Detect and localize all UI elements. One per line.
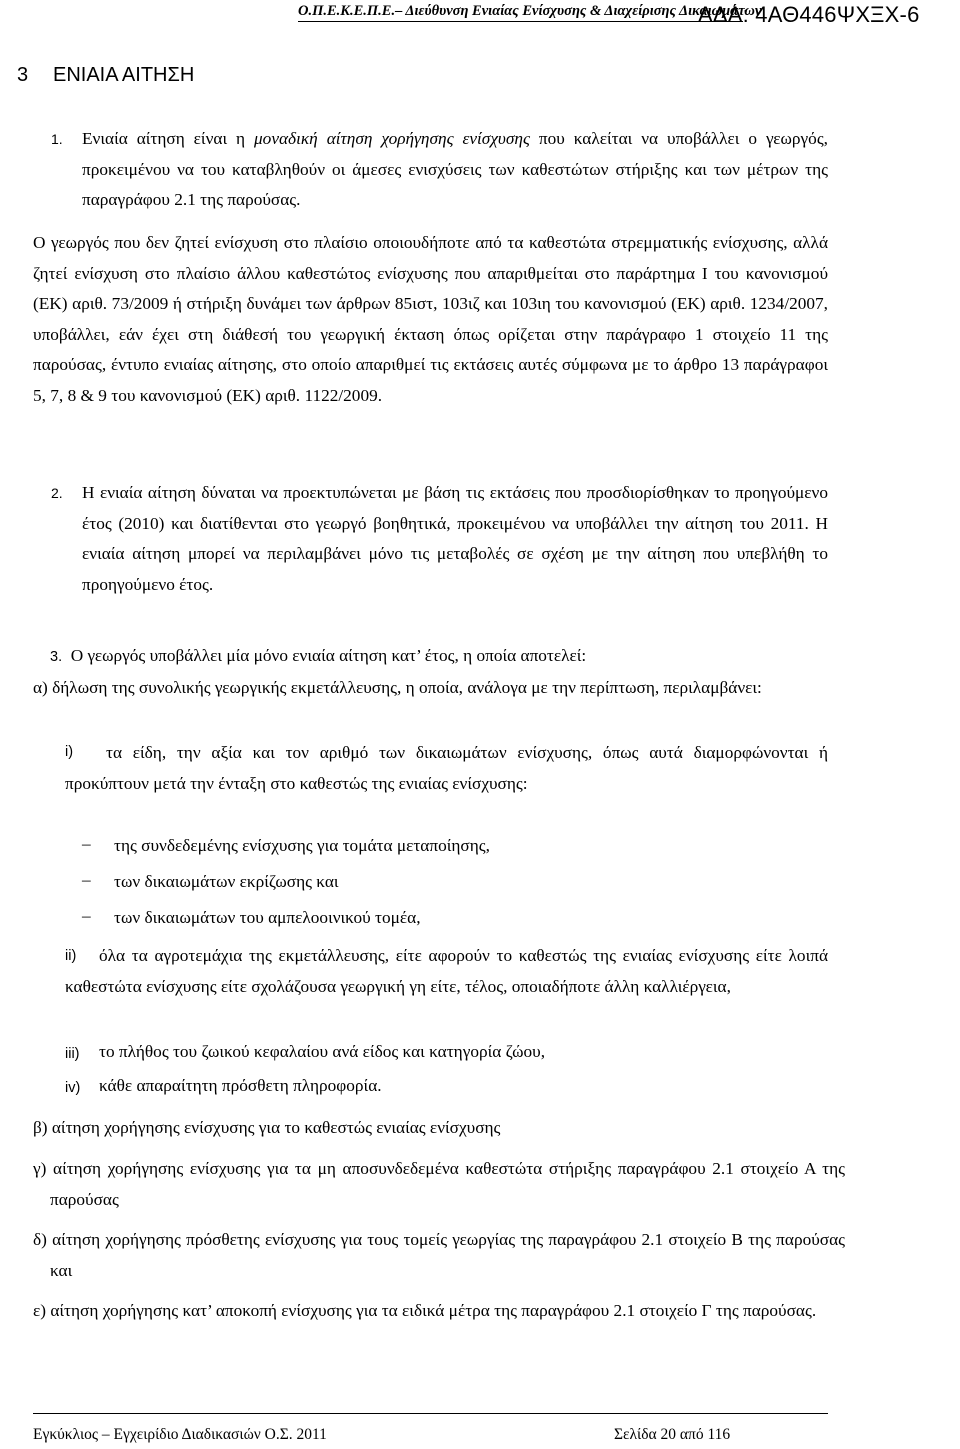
paragraph-2-text: Η ενιαία αίτηση δύναται να προεκτυπώνεται με βάση τις εκτάσεις που προσδιορίσθηκαν το προηγούμενο έτος (2010) και διατίθενται στο γεωργό βοηθητικά, προκειμένου να υποβάλλει την αίτηση του 2011. Η ενιαία αίτηση μπορεί να περιλαμβάνει μόνο τις μεταβολές σε σχέση με την αίτηση που υπεβλήθη το προηγούμενο έτος. (82, 483, 828, 594)
item-c: γ) αίτηση χορήγησης ενίσχυσης για τα μη αποσυνδεδεμένα καθεστώτα στήριξης παραγράφου 2.1 στοιχείο Α της παρούσας (33, 1159, 845, 1209)
item-d: δ) αίτηση χορήγησης πρόσθετης ενίσχυσης για τους τομείς γεωργίας της παραγράφου 2.1 στοιχείο Β της παρούσας και (33, 1230, 845, 1280)
section-heading: ΕΝΙΑΙΑ ΑΙΤΗΣΗ (53, 64, 195, 86)
paragraph-2-number: 2. (51, 485, 63, 501)
footer-page-number: Σελίδα 20 από 116 (614, 1426, 731, 1443)
paragraph-1-emphasis: μοναδική αίτηση χορήγησης ενίσχυσης (254, 129, 530, 148)
dash-item-2: των δικαιωμάτων εκρίζωσης και (114, 872, 339, 891)
item-ii-number: ii) (65, 948, 77, 964)
section-title (17, 64, 194, 87)
ada-code: ΑΔΑ: 4ΑΘ446ΨΧΞΧ-6 (698, 2, 920, 27)
section-number: 3 (17, 64, 29, 86)
dash-bullet-3: – (82, 906, 91, 925)
paragraph-1 (51, 124, 828, 216)
header-organization: Ο.Π.Ε.Κ.Ε.Π.Ε.– Διεύθυνση Ενιαίας Ενίσχυσης & Διαχείρισης Δικαιωμάτων (298, 3, 762, 19)
item-iii-number: iii) (65, 1046, 80, 1062)
header-rule (298, 21, 743, 22)
paragraph-1-number: 1. (51, 131, 63, 147)
paragraph-1-continuation: Ο γεωργός που δεν ζητεί ενίσχυση στο πλαίσιο οποιουδήποτε από τα καθεστώτα στρεμματικής ενίσχυσης, αλλά ζητεί ενίσχυση στο πλαίσιο άλλου καθεστώτος ενίσχυσης που απαριθμείται στο παράρτημα Ι του κανονισμού (ΕΚ) αριθ. 73/2009 ή στήριξη δυνάμει των άρθρων 85ιστ, 103ιζ και 103ιη του κανονισμού (ΕΚ) αριθ. 1234/2007, υποβάλλει, εάν έχει στη διάθεσή του γεωργική έκταση όπως ορίζεται στην παράγραφο 1 στοιχείο 11 της παρούσας, έντυπο ενιαίας αίτησης, στο οποίο απαριθμεί τις εκτάσεις αυτές σύμφωνα με το άρθρο 13 παράγραφοι 5, 7, 8 & 9 του κανονισμού (ΕΚ) αριθ. 1122/2009. (33, 233, 828, 405)
item-iv-text: κάθε απαραίτητη πρόσθετη πληροφορία. (99, 1076, 382, 1095)
item-ii-text: όλα τα αγροτεμάχια της εκμετάλλευσης, είτε αφορούν το καθεστώς της ενιαίας ενίσχυσης είτε λοιπά καθεστώτα ενίσχυσης είτε σχολάζουσα γεωργική γη είτε, τέλος, οποιαδήποτε άλλη καλλιέργεια, (65, 946, 828, 996)
item-a (33, 673, 828, 704)
footer-rule (33, 1413, 828, 1414)
item-e: ε) αίτηση χορήγησης κατ’ αποκοπή ενίσχυσης για τα ειδικά μέτρα της παραγράφου 2.1 στοιχείο Γ της παρούσας. (33, 1301, 817, 1320)
footer-document-title: Εγκύκλιος – Εγχειρίδιο Διαδικασιών Ο.Σ. 2011 (33, 1426, 327, 1443)
paragraph-3 (50, 646, 586, 666)
paragraph-3-intro: Ο γεωργός υποβάλλει μία μόνο ενιαία αίτηση κατ’ έτος, η οποία αποτελεί: (70, 646, 587, 665)
dash-bullet-2: – (82, 870, 91, 889)
item-i-number: i) (65, 744, 74, 760)
dash-item-1: της συνδεδεμένης ενίσχυσης για τομάτα μεταποίησης, (114, 836, 490, 855)
page-header (298, 0, 960, 27)
paragraph-1-text-c: που καλείται να υποβάλλει ο γεωργός, προκειμένου να του καταβληθούν οι άμεσες ενισχύσεις των καθεστώτων στήριξης και των μέτρων της παραγράφου 2.1 της παρούσας. (82, 129, 828, 210)
item-a-text: α) δήλωση της συνολικής γεωργικής εκμετάλλευσης, η οποία, ανάλογα με την περίπτωση, περιλαμβάνει: (33, 678, 762, 697)
paragraph-2 (51, 478, 828, 600)
paragraph-3-number: 3. (50, 649, 63, 665)
item-i-text: τα είδη, την αξία και τον αριθμό των δικαιωμάτων ενίσχυσης, όπως αυτά διαμορφώνονται ή προκύπτουν μετά την ένταξη στο καθεστώς της ενιαίας ενίσχυσης: (65, 743, 828, 793)
dash-item-3: των δικαιωμάτων του αμπελοοινικού τομέα, (114, 908, 421, 927)
item-iv-number: iv) (65, 1080, 81, 1096)
dash-bullet-1: – (82, 834, 91, 853)
item-iii-text: το πλήθος του ζωικού κεφαλαίου ανά είδος και κατηγορία ζώου, (99, 1042, 546, 1061)
paragraph-1-text-a: Ενιαία αίτηση είναι η (82, 129, 254, 148)
item-b: β) αίτηση χορήγησης ενίσχυσης για το καθεστώς ενιαίας ενίσχυσης (33, 1118, 501, 1137)
